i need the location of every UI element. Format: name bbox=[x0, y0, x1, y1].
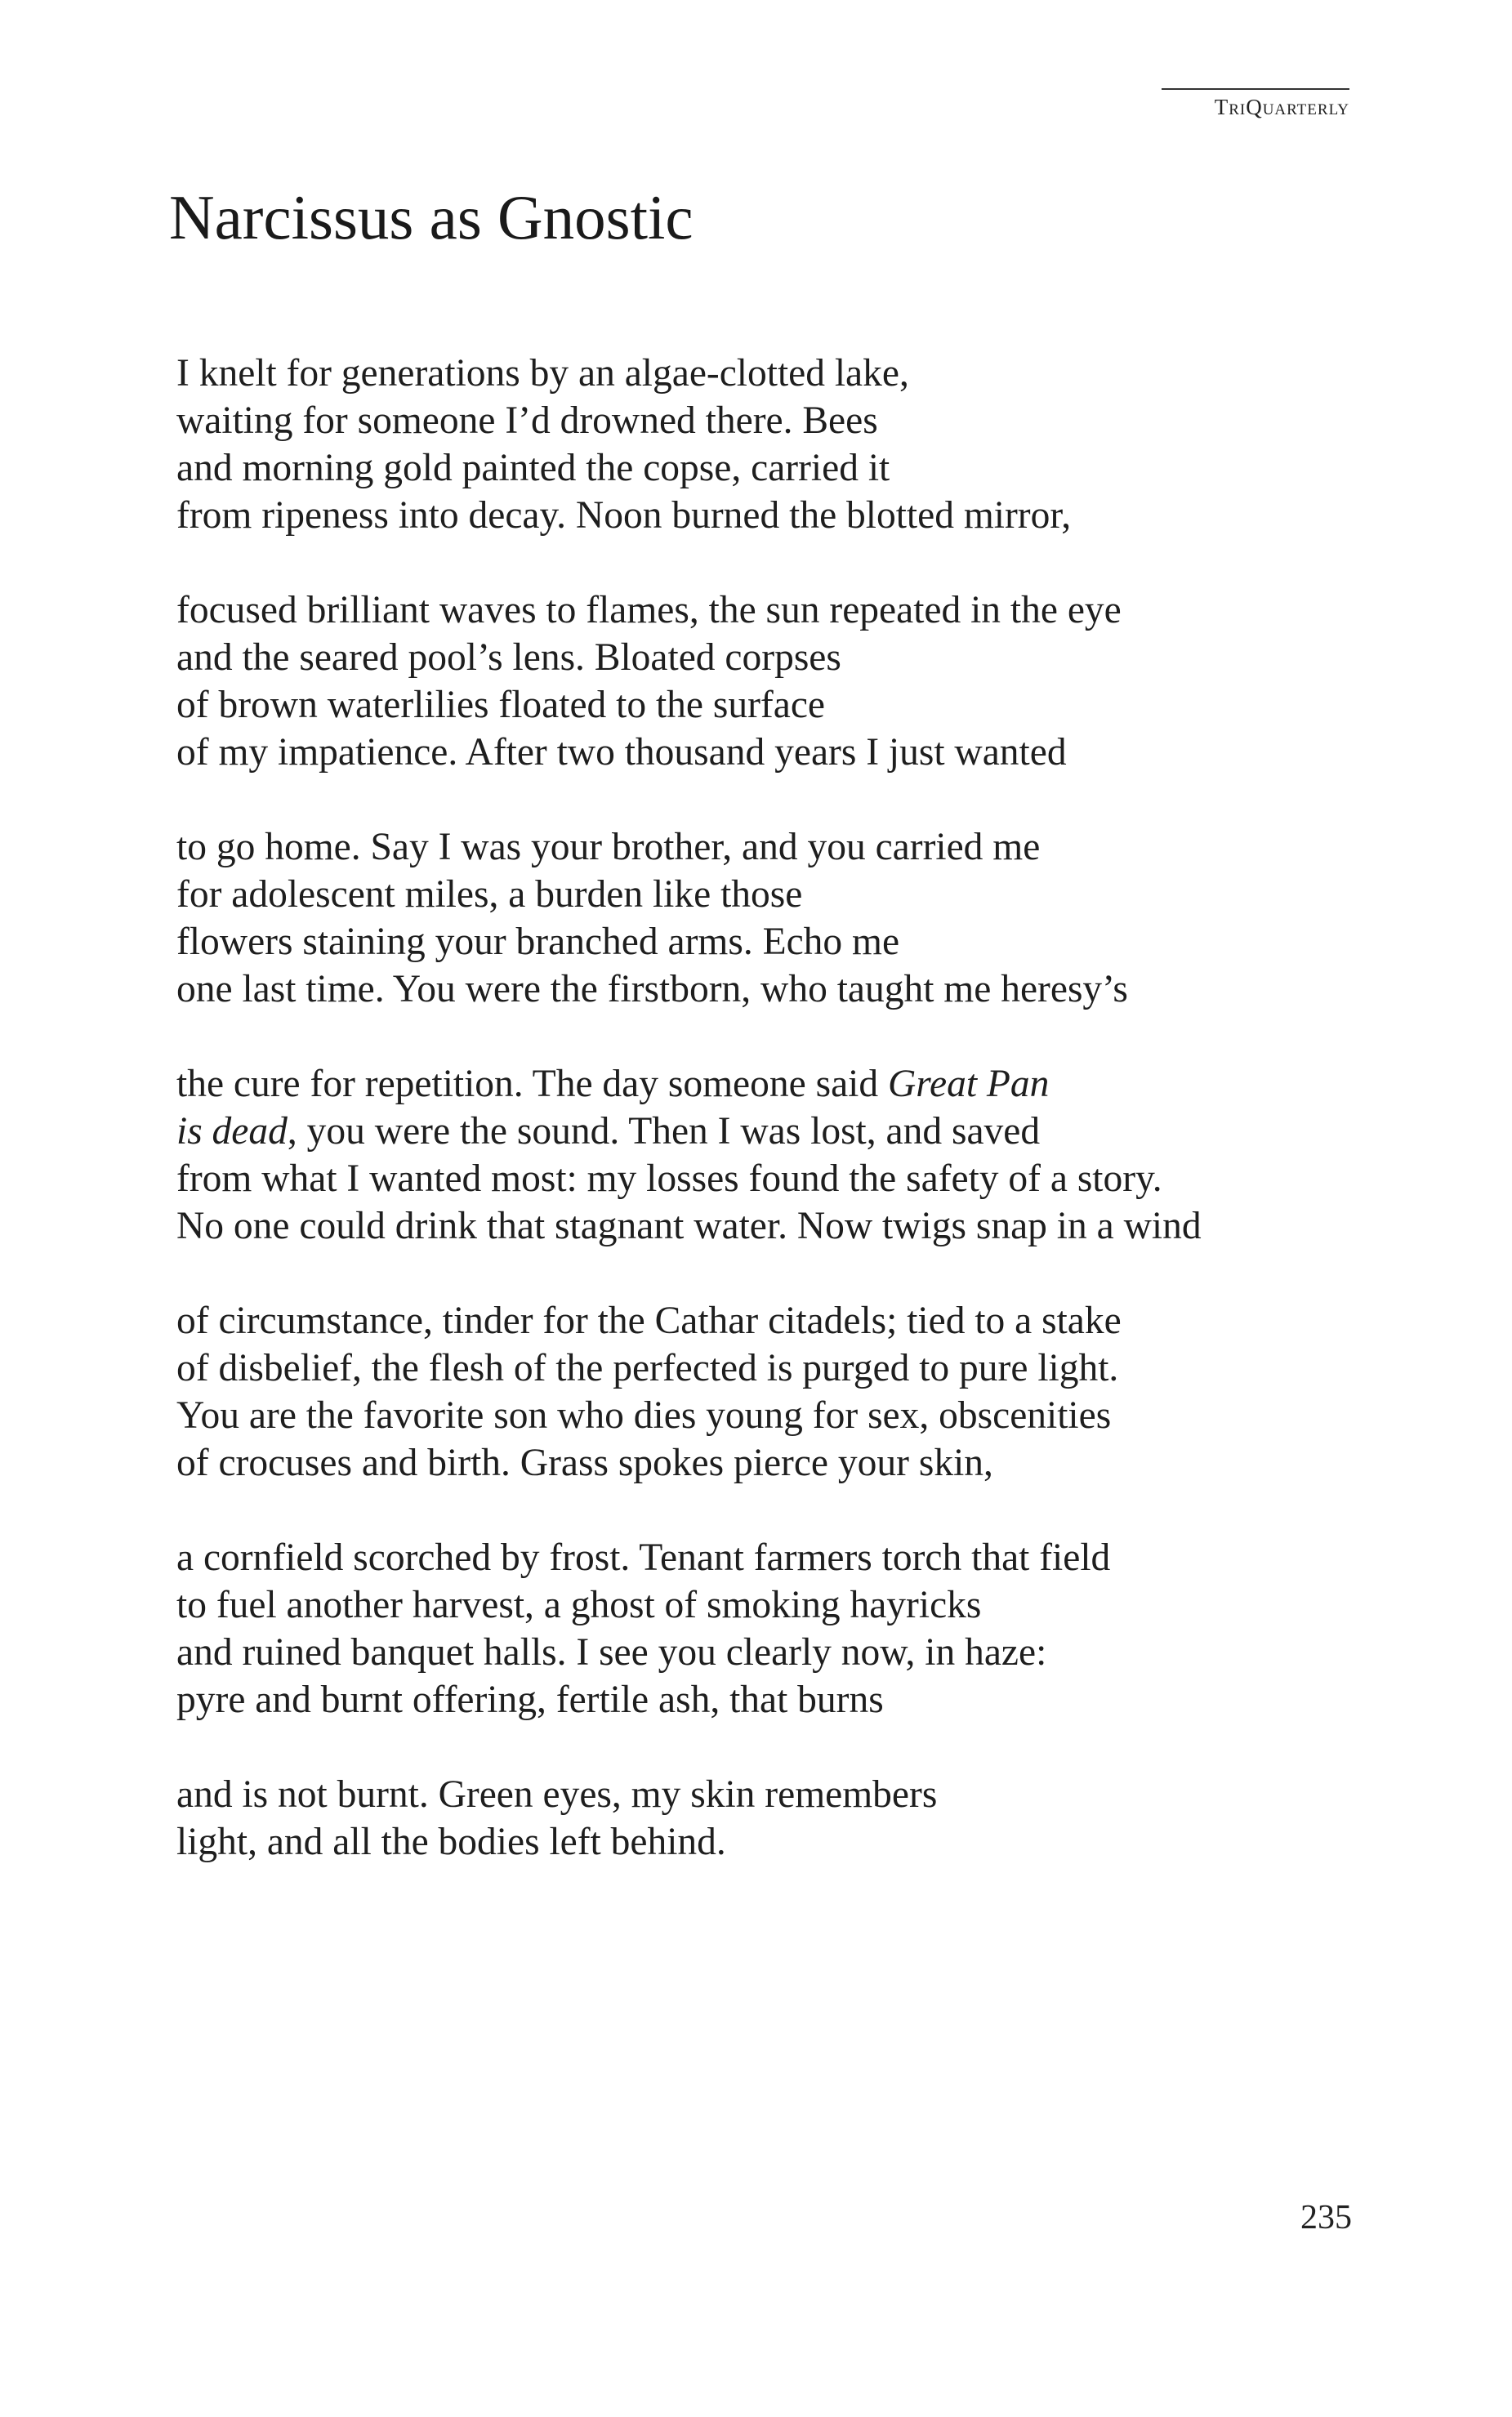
line-text: pyre and burnt offering, fertile ash, that burns bbox=[176, 1679, 884, 1721]
stanza bbox=[176, 350, 1353, 539]
line-text: waiting for someone I’d drowned there. Bees bbox=[176, 399, 878, 442]
stanza bbox=[176, 586, 1353, 776]
line-text: to go home. Say I was your brother, and you carried me bbox=[176, 826, 1041, 868]
poem-line bbox=[176, 350, 1353, 397]
line-text: from ripeness into decay. Noon burned the blotted mirror, bbox=[176, 494, 1072, 537]
line-text: of circumstance, tinder for the Cathar citadels; tied to a stake bbox=[176, 1300, 1122, 1342]
poem-line bbox=[176, 1818, 1353, 1866]
stanza bbox=[176, 1771, 1353, 1866]
line-text: and the seared pool’s lens. Bloated corpses bbox=[176, 636, 841, 679]
stanza bbox=[176, 1297, 1353, 1487]
poem-line bbox=[176, 1676, 1353, 1724]
line-text: the cure for repetition. The day someone said bbox=[176, 1063, 888, 1105]
poem-line bbox=[176, 729, 1353, 776]
poem-line bbox=[176, 1060, 1353, 1108]
line-text: of my impatience. After two thousand years I just wanted bbox=[176, 731, 1067, 774]
page-number: 235 bbox=[1300, 2199, 1352, 2236]
line-text: I knelt for generations by an algae-clotted lake, bbox=[176, 352, 909, 395]
line-text: No one could drink that stagnant water. Now twigs snap in a wind bbox=[176, 1205, 1202, 1247]
poem-line bbox=[176, 965, 1353, 1013]
line-text: focused brilliant waves to flames, the sun repeated in the eye bbox=[176, 589, 1122, 631]
poem-line bbox=[176, 681, 1353, 729]
poem-line bbox=[176, 823, 1353, 871]
poem-line bbox=[176, 1155, 1353, 1202]
poem-line bbox=[176, 1392, 1353, 1439]
line-text: , you were the sound. Then I was lost, and saved bbox=[287, 1110, 1041, 1153]
poem-title: Narcissus as Gnostic bbox=[169, 182, 694, 252]
italic-phrase: is dead bbox=[176, 1110, 288, 1153]
italic-phrase: Great Pan bbox=[887, 1063, 1050, 1105]
line-text: and ruined banquet halls. I see you clearly now, in haze: bbox=[176, 1631, 1047, 1674]
poem-line bbox=[176, 1345, 1353, 1392]
poem-line bbox=[176, 1439, 1353, 1487]
line-text: light, and all the bodies left behind. bbox=[176, 1821, 726, 1863]
line-text: from what I wanted most: my losses found the safety of a story. bbox=[176, 1157, 1162, 1200]
line-text: of crocuses and birth. Grass spokes pierce your skin, bbox=[176, 1442, 993, 1484]
line-text: of brown waterlilies floated to the surface bbox=[176, 684, 826, 726]
poem-line bbox=[176, 918, 1353, 965]
poem-line bbox=[176, 492, 1353, 539]
poem-line bbox=[176, 1202, 1353, 1250]
line-text: and is not burnt. Green eyes, my skin remembers bbox=[176, 1773, 938, 1816]
poem-line bbox=[176, 1581, 1353, 1629]
line-text: to fuel another harvest, a ghost of smoking hayricks bbox=[176, 1584, 982, 1626]
poem-line bbox=[176, 1771, 1353, 1818]
stanza bbox=[176, 1534, 1353, 1724]
poem-line bbox=[176, 1629, 1353, 1676]
poem-line bbox=[176, 444, 1353, 492]
poem-line bbox=[176, 397, 1353, 444]
poem-line bbox=[176, 1297, 1353, 1345]
line-text: for adolescent miles, a burden like those bbox=[176, 873, 803, 916]
poem-line bbox=[176, 586, 1353, 634]
stanza bbox=[176, 1060, 1353, 1250]
poem-line bbox=[176, 634, 1353, 681]
running-head: TriQuarterly bbox=[1162, 88, 1349, 120]
line-text: and morning gold painted the copse, carried it bbox=[176, 447, 890, 489]
stanza bbox=[176, 823, 1353, 1013]
line-text: flowers staining your branched arms. Echo me bbox=[176, 921, 900, 963]
poem-line bbox=[176, 1534, 1353, 1581]
line-text: one last time. You were the firstborn, who taught me heresy’s bbox=[176, 968, 1128, 1010]
line-text: You are the favorite son who dies young for sex, obscenities bbox=[176, 1394, 1112, 1437]
poem-line bbox=[176, 1108, 1353, 1155]
line-text: of disbelief, the flesh of the perfected is purged to pure light. bbox=[176, 1347, 1119, 1389]
line-text: a cornfield scorched by frost. Tenant farmers torch that field bbox=[176, 1536, 1111, 1579]
poem-line bbox=[176, 871, 1353, 918]
poem-body bbox=[176, 350, 1353, 1913]
